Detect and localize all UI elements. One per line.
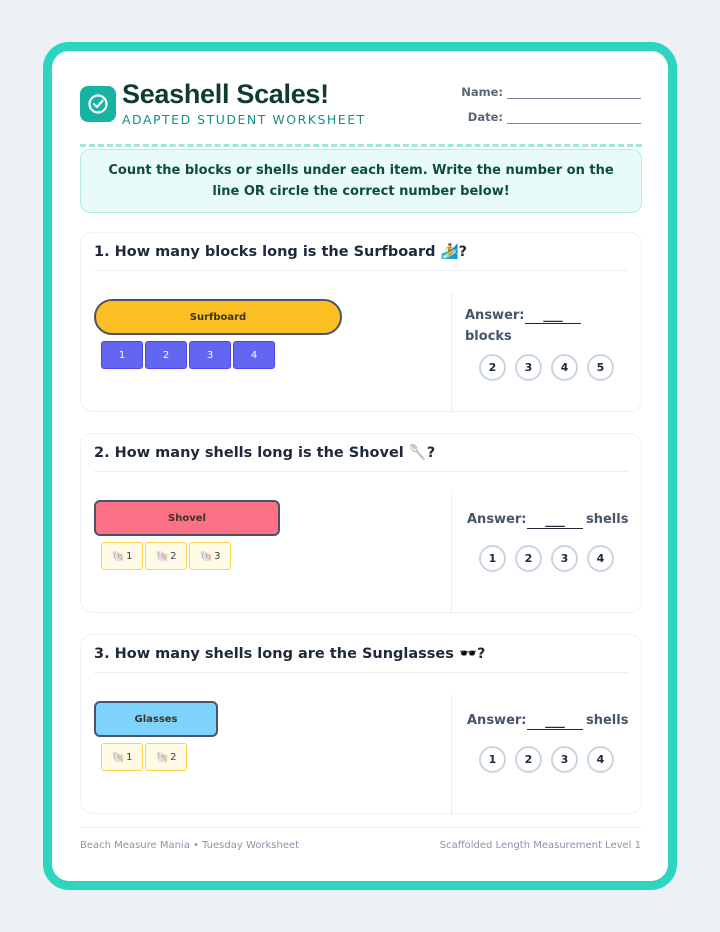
answer-label: Answer:: [467, 512, 527, 527]
question-divider: [94, 471, 628, 472]
shell-icon: 🐚: [155, 750, 170, 764]
choice-row: [479, 746, 614, 773]
question-divider: [94, 270, 628, 271]
name-field[interactable]: [461, 85, 641, 99]
question-card-2: [80, 433, 642, 613]
question-divider: [94, 672, 628, 673]
measure-block: 4: [233, 341, 275, 369]
choice-circle[interactable]: 2: [515, 545, 542, 572]
choice-circle[interactable]: 3: [551, 545, 578, 572]
shell-row: [101, 542, 231, 570]
measure-block: 2: [145, 341, 187, 369]
answer-line[interactable]: ___: [525, 309, 581, 324]
answer-label: Answer:: [467, 713, 527, 728]
shell-number: 2: [170, 550, 177, 562]
shell-number: 3: [214, 550, 221, 562]
measure-block: 1: [101, 341, 143, 369]
choice-circle[interactable]: 2: [515, 746, 542, 773]
header-divider: [80, 144, 642, 147]
shell-icon: 🐚: [111, 549, 126, 563]
choice-circle[interactable]: 1: [479, 746, 506, 773]
answer-divider: [451, 695, 452, 815]
choice-circle[interactable]: 2: [479, 354, 506, 381]
answer-label: Answer:: [465, 308, 525, 323]
choice-circle[interactable]: 3: [551, 746, 578, 773]
answer-line[interactable]: ___: [527, 715, 583, 730]
choice-circle[interactable]: 4: [551, 354, 578, 381]
question-card-1: [80, 232, 642, 412]
choice-circle[interactable]: 5: [587, 354, 614, 381]
choice-row: [479, 545, 614, 572]
question-title: 1. How many blocks long is the Surfboard 🏄?: [94, 244, 467, 260]
instructions-box: Count the blocks or shells under each item. Write the number on the line OR circle the correct number below!: [80, 149, 642, 213]
question-title: 3. How many shells long are the Sunglasses 🕶️?: [94, 646, 486, 662]
date-blank-line[interactable]: [507, 113, 641, 124]
shell-icon: 🐚: [155, 549, 170, 563]
date-label: Date:: [467, 110, 503, 124]
question-title: 2. How many shells long is the Shovel 🥄?: [94, 445, 436, 461]
question-card-3: [80, 634, 642, 814]
name-label: Name:: [461, 85, 503, 99]
footer-divider: [80, 827, 642, 828]
surfboard-bar: Surfboard: [94, 299, 342, 335]
answer-divider: [451, 293, 452, 413]
name-blank-line[interactable]: [507, 88, 641, 99]
measure-shell: [101, 542, 143, 570]
shell-row: [101, 743, 187, 771]
answer-line[interactable]: ___: [527, 514, 583, 529]
shell-icon: 🐚: [199, 549, 214, 563]
choice-circle[interactable]: 1: [479, 545, 506, 572]
measure-shell: [101, 743, 143, 771]
choice-circle[interactable]: 3: [515, 354, 542, 381]
unit-word: shells: [586, 713, 629, 728]
measure-shell: [189, 542, 231, 570]
date-field[interactable]: [468, 110, 641, 124]
measure-shell: [145, 542, 187, 570]
footer-left-text: Beach Measure Mania • Tuesday Worksheet: [80, 840, 300, 851]
shovel-bar: Shovel: [94, 500, 280, 536]
block-row: [101, 341, 275, 369]
shell-number: 2: [170, 751, 177, 763]
choice-circle[interactable]: 4: [587, 545, 614, 572]
shell-number: 1: [126, 751, 133, 763]
shell-icon: 🐚: [111, 750, 126, 764]
choice-row: [479, 354, 614, 381]
worksheet-page: [43, 42, 677, 890]
footer-right-text: Scaffolded Length Measurement Level 1: [439, 840, 641, 851]
unit-word: shells: [586, 512, 629, 527]
answer-divider: [451, 494, 452, 614]
choice-circle[interactable]: 4: [587, 746, 614, 773]
shell-number: 1: [126, 550, 133, 562]
page-title: Seashell Scales!: [122, 79, 329, 109]
measure-shell: [145, 743, 187, 771]
check-circle-icon: [80, 86, 116, 122]
measure-block: 3: [189, 341, 231, 369]
page-subtitle: ADAPTED STUDENT WORKSHEET: [122, 112, 366, 127]
unit-word: blocks: [465, 329, 512, 344]
glasses-bar: Glasses: [94, 701, 218, 737]
